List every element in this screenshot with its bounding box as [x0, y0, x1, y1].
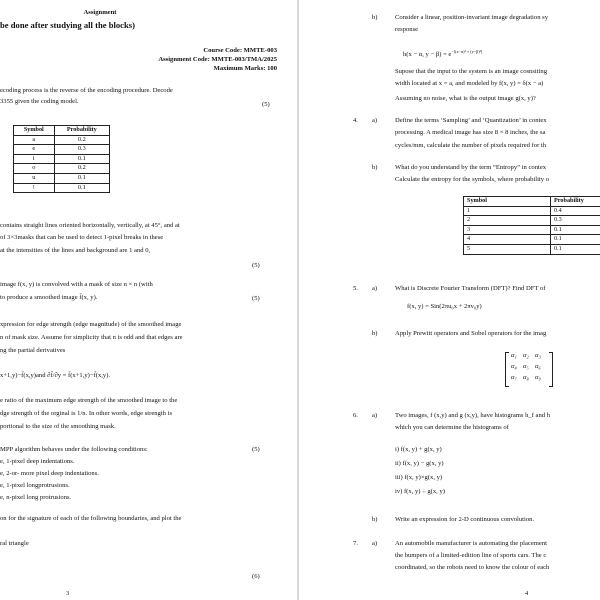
table-cell: 0.2 [54, 135, 109, 145]
q7a-line-3: coordinated, so the robots need to know the colour of each [395, 564, 550, 571]
table-row [464, 235, 600, 245]
q3a-formula: x+1,y)−f̄(x,y)and ∂f̄/∂y = f̄(x+1,y)−f̄(x,y). [0, 372, 111, 379]
table-cell: 0.1 [551, 244, 600, 254]
q4b-label: b) [372, 164, 378, 171]
matrix-row [511, 374, 547, 383]
table-cell: 0.2 [54, 164, 109, 174]
matrix-cell: α₉ [535, 374, 541, 381]
table-row [464, 244, 600, 254]
table-cell: e [14, 145, 55, 155]
q6-item-2: ii) f(x, y) − g(x, y) [395, 460, 444, 467]
table-row [14, 154, 110, 164]
table-1-header-probability: Probability [54, 126, 109, 136]
table-cell: i [14, 154, 55, 164]
matrix-row [511, 363, 547, 372]
page-left [0, 0, 297, 600]
qb-line-2: response [395, 26, 419, 33]
assignment-title: Assignment [83, 9, 117, 16]
q1-line-1: ecoding process is the reverse of the encoding procedure. Decode [0, 87, 173, 94]
q7a-line-2: the bumpers of a limited-edition line of sports cars. The c [395, 552, 547, 559]
q4-item-1: e, 1-pixel deep indentations. [0, 458, 75, 465]
table-cell: 5 [464, 244, 551, 254]
q3-line-1: image f(x, y) is convolved with a mask of size n × n (with [0, 281, 153, 288]
table-cell: 0.1 [551, 235, 600, 245]
qb-label: b) [372, 14, 378, 21]
q3a-line-2: n of mask size. Assume for simplicity that n is odd and that edges are [0, 334, 183, 341]
table-cell: 2 [464, 216, 551, 226]
q5a-formula: f(x, y) = Sin(2πu₀x + 2πv₀y) [407, 303, 482, 310]
alpha-matrix [505, 352, 553, 385]
matrix-cell: α₆ [535, 363, 541, 370]
q2-line-2: of 3×3masks that can be used to detect 1-pixel breaks in these [0, 234, 164, 241]
q3-marks: (5) [252, 295, 260, 302]
q1-line-2: 3355 given the coding model. [0, 98, 79, 105]
matrix-left-bracket [505, 352, 509, 387]
page-number-right: 4 [525, 590, 529, 597]
q6-item-3: iii) f(x, y)×g(x, y) [395, 474, 443, 481]
matrix-cell: α₅ [523, 363, 529, 370]
q6b-label: b) [372, 516, 378, 523]
q3b-line-2: dge strength of the orginal is 1/n. In other words, edge strength is [0, 410, 173, 417]
maximum-marks: Maximum Marks: 100 [213, 65, 277, 72]
table-cell: 0.1 [54, 154, 109, 164]
qb-formula-lhs: h(x − α, y − β) = e [403, 51, 452, 59]
q5-line-1: on for the signature of each of the following boundaries, and plot the [0, 515, 182, 522]
q4b-line-1: What do you understand by the term “Entropy” in contex [395, 164, 547, 171]
q2-line-3: at the intensities of the lines and background are 1 and 0, [0, 247, 151, 254]
matrix-cell: α₃ [535, 352, 541, 359]
q7a-line-1: An automobile manufacturer is automating the placement [395, 540, 547, 547]
matrix-cell: α₁ [511, 352, 517, 359]
q4b-line-2: Calculate the entropy for the symbols, where probability o [395, 176, 549, 183]
symbol-probability-table-2 [463, 196, 600, 255]
q6-number: 6. [353, 412, 358, 419]
table-row [464, 206, 600, 216]
q3-line-2: to produce a smoothed image f̄(x, y). [0, 294, 98, 301]
page-right [299, 0, 600, 600]
qb-line-1: Consider a linear, position-invariant image degradation sy [395, 14, 548, 21]
q4a-line-1: Define the terms ‘Sampling’ and ‘Quantization’ in contex [395, 117, 547, 124]
q4a-line-3: cycles/mm, calculate the number of pixels required for th [395, 142, 547, 149]
table-row [464, 216, 600, 226]
course-code: Course Code: MMTE-003 [203, 47, 277, 54]
q5b-label: b) [372, 330, 378, 337]
q6-item-4: iv) f(x, y) ÷ g(x, y) [395, 488, 445, 495]
table-2-header-symbol: Symbol [464, 197, 551, 207]
table-row [464, 225, 600, 235]
table-cell: u [14, 173, 55, 183]
table-2-header-probability: Probability [551, 197, 600, 207]
q3a-line-1: xpression for edge strength (edge magnitude) of the smoothed image [0, 321, 182, 328]
q5-number: 5. [353, 285, 358, 292]
qb-line-3: Supose that the input to the system is an image cosnsiting [395, 68, 548, 75]
table-cell: 0.1 [54, 183, 109, 193]
q5-marks: (6) [252, 573, 260, 580]
table-cell: 4 [464, 235, 551, 245]
table-cell: ! [14, 183, 55, 193]
q6a-line-2: which you can determine the histograms of [395, 424, 509, 431]
matrix-cell: α₄ [511, 363, 517, 370]
table-row [14, 183, 110, 193]
q5a-label: a) [372, 285, 378, 292]
matrix-cell: α₇ [511, 374, 517, 381]
symbol-probability-table-1 [13, 125, 110, 193]
q4-item-4: e, n-pixel long protrusions. [0, 494, 72, 501]
q4a-label: a) [372, 117, 378, 124]
table-cell: a [14, 135, 55, 145]
q2-marks: (5) [252, 262, 260, 269]
q6b-line-1: Write an expression for 2-D continuous convolution. [395, 516, 535, 523]
qb-line-4: width located at x = a, and modeled by f(x, y) = δ(x − a) [395, 80, 544, 87]
table-cell: 0.3 [54, 145, 109, 155]
q6-item-1: i) f(x, y) + g(x, y) [395, 446, 442, 453]
table-cell: o [14, 164, 55, 174]
q3a-line-3: ng the partial derivatives [0, 347, 66, 354]
table-cell: 0.1 [54, 173, 109, 183]
q3b-line-1: e ratio of the maximum edge strength of the smoothed image to the [0, 397, 178, 404]
q6a-line-1: Two images, f (x,y) and g (x,y), have histograms h_f and h [395, 412, 551, 419]
matrix-cell: α₈ [523, 374, 529, 381]
q3b-line-3: portional to the size of the smoothing mask. [0, 423, 116, 430]
q4-marks: (5) [252, 446, 260, 453]
qb-formula [403, 49, 482, 60]
q7-number: 7. [353, 540, 358, 547]
q2-line-1: contains straight lines oriented horizontally, vertically, at 45°, and at [0, 222, 180, 229]
q4-number: 4. [353, 117, 358, 124]
q5b-line-1: Apply Prewitt operators and Sobel operators for the imag [395, 330, 547, 337]
q1-marks: (5) [262, 101, 270, 108]
table-1-header-symbol: Symbol [14, 126, 55, 136]
q4a-line-2: processing. A medical image has size 8 × 8 inches, the sa [395, 129, 546, 136]
matrix-row [511, 352, 547, 361]
qb-formula-exponent: −[(x−α)² + (y−β)²] [451, 49, 483, 54]
matrix-right-bracket [549, 352, 553, 387]
q6a-label: a) [372, 412, 378, 419]
table-cell: 3 [464, 225, 551, 235]
table-cell: 1 [464, 206, 551, 216]
table-cell: 0.3 [551, 216, 600, 226]
q5-line-2: ral triangle [0, 540, 29, 547]
matrix-cell: α₂ [523, 352, 529, 359]
qb-line-5: Assuming no noise, what is the output image g(x, y)? [395, 95, 536, 102]
assignment-code: Assignment Code: MMTE-003/TMA/2025 [158, 56, 277, 63]
q4-line-1: MPP algorithm behaves under the following conditions: [0, 446, 148, 453]
table-cell: 0.1 [551, 225, 600, 235]
table-row [14, 145, 110, 155]
page-number-left: 3 [66, 590, 70, 597]
q5a-line-1: What is Discrete Fourier Transform (DFT)? Find DFT of [395, 285, 546, 292]
q4-item-2: e, 2-or- more pixel deep indentations. [0, 470, 99, 477]
table-row [14, 173, 110, 183]
q7a-label: a) [372, 540, 378, 547]
table-cell: 0.4 [551, 206, 600, 216]
q4-item-3: e, 1-pixel longprotrusions. [0, 482, 70, 489]
table-row [14, 164, 110, 174]
assignment-subtitle: be done after studying all the blocks) [0, 20, 135, 30]
table-row [14, 135, 110, 145]
